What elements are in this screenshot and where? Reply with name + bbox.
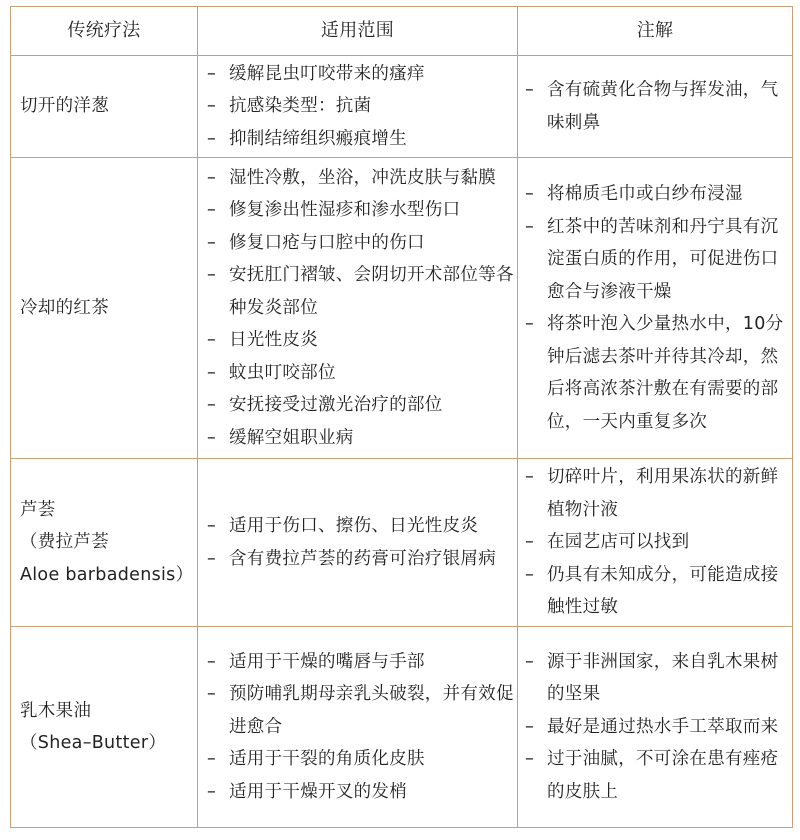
uses-cell (198, 56, 518, 158)
bullet-dash: – (525, 651, 535, 672)
uses-cell (198, 158, 518, 459)
note-item-text: 将茶叶泡入少量热水中，10分钟后滤去茶叶并待其冷却，然后将高浓茶汁敷在有需要的部位，一天内重复多次 (547, 314, 784, 432)
therapy-name: 乳木果油 (20, 700, 92, 721)
use-item-text: 适用于干燥的嘴唇与手部 (229, 651, 425, 672)
bullet-dash: – (207, 516, 217, 536)
therapy-cell (11, 56, 198, 158)
bullet-dash: – (207, 232, 217, 253)
bullet-dash: – (207, 128, 217, 149)
therapy-name: （费拉芦荟 (20, 532, 109, 553)
use-item (207, 227, 517, 260)
use-item (207, 422, 517, 455)
header-therapy: 传统疗法 (11, 7, 198, 56)
note-item (525, 308, 792, 438)
therapy-cell (11, 158, 198, 459)
use-item-text: 抑制结缔组织瘢痕增生 (229, 128, 407, 149)
bullet-dash: – (525, 80, 535, 100)
notes-cell-list (525, 178, 792, 438)
therapy-cell (11, 627, 198, 828)
therapy-cell (11, 459, 198, 627)
bullet-dash: – (207, 781, 217, 802)
note-item-text: 含有硫黄化合物与挥发油，气味刺鼻 (547, 80, 779, 133)
note-item (525, 743, 792, 808)
bullet-dash: – (207, 96, 217, 117)
bullet-dash: – (525, 749, 535, 770)
note-item-text: 仍具有未知成分，可能造成接触性过敏 (547, 564, 779, 618)
use-item-text: 安抚接受过激光治疗的部位 (229, 395, 443, 416)
table-row (11, 627, 793, 828)
note-item (525, 74, 792, 139)
note-item (525, 461, 792, 526)
bullet-dash: – (525, 467, 535, 488)
note-item-text: 将棉质毛巾或白纱布浸湿 (547, 184, 743, 204)
bullet-dash: – (525, 716, 535, 737)
use-item (207, 162, 517, 195)
use-item-text: 蚊虫叮咬部位 (229, 362, 336, 383)
bullet-dash: – (207, 548, 217, 569)
bullet-dash: – (525, 314, 535, 334)
bullet-dash: – (525, 532, 535, 553)
use-item-text: 日光性皮炎 (229, 330, 318, 351)
table-row (11, 56, 793, 158)
bullet-dash: – (525, 564, 535, 585)
therapy-name: 切开的洋葱 (20, 96, 109, 117)
bullet-dash: – (525, 184, 535, 204)
bullet-dash: – (207, 330, 217, 351)
header-uses: 适用范围 (198, 7, 518, 56)
note-item-text: 过于油腻，不可涂在患有痤疮的皮肤上 (547, 749, 779, 802)
notes-cell (518, 56, 793, 158)
use-item-text: 适用于干燥开叉的发梢 (229, 781, 407, 802)
note-item-text: 红茶中的苦味剂和丹宁具有沉淀蛋白质的作用，可促进伤口愈合与渗液干燥 (547, 216, 779, 302)
use-item (207, 357, 517, 390)
note-item (525, 526, 792, 559)
use-item-text: 含有费拉芦荟的药膏可治疗银屑病 (229, 548, 496, 569)
use-item (207, 324, 517, 357)
use-item-text: 湿性冷敷，坐浴，冲洗皮肤与黏膜 (229, 167, 496, 188)
notes-cell (518, 158, 793, 459)
use-item (207, 58, 517, 91)
bullet-dash: – (207, 651, 217, 672)
bullet-dash: – (207, 167, 217, 188)
remedies-table (10, 6, 793, 828)
notes-cell-list (525, 74, 792, 139)
bullet-dash: – (207, 265, 217, 286)
use-item (207, 90, 517, 123)
bullet-dash: – (207, 395, 217, 416)
bullet-dash: – (207, 362, 217, 383)
header-row (11, 7, 793, 56)
table-row (11, 459, 793, 627)
notes-cell-list (525, 461, 792, 624)
use-item (207, 194, 517, 227)
uses-cell-list (207, 162, 517, 455)
therapy-name: Aloe barbadensis） (20, 564, 194, 585)
uses-cell (198, 459, 518, 627)
use-item-text: 抗感染类型：抗菌 (229, 96, 372, 117)
use-item-text: 修复口疮与口腔中的伤口 (229, 232, 425, 253)
header-notes: 注解 (518, 7, 793, 56)
table-body (11, 56, 793, 828)
therapy-name: 冷却的红茶 (20, 297, 109, 318)
use-item (207, 123, 517, 156)
therapy-name: （Shea–Butter） (20, 733, 167, 753)
use-item-text: 适用于干裂的角质化皮肤 (229, 749, 425, 770)
bullet-dash: – (207, 684, 217, 705)
use-item-text: 安抚肛门褶皱、会阴切开术部位等各种发炎部位 (229, 265, 514, 318)
use-item-text: 修复渗出性湿疹和渗水型伤口 (229, 200, 461, 221)
note-item (525, 646, 792, 711)
use-item (207, 776, 517, 809)
uses-cell (198, 627, 518, 828)
notes-cell (518, 459, 793, 627)
bullet-dash: – (207, 63, 217, 84)
use-item-text: 预防哺乳期母亲乳头破裂，并有效促进愈合 (229, 684, 514, 737)
uses-cell-list (207, 58, 517, 156)
use-item (207, 743, 517, 776)
table-row (11, 158, 793, 459)
use-item-text: 适用于伤口、擦伤、日光性皮炎 (229, 516, 479, 536)
use-item (207, 510, 517, 543)
notes-cell (518, 627, 793, 828)
note-item (525, 559, 792, 624)
note-item (525, 211, 792, 309)
uses-cell-list (207, 646, 517, 809)
use-item (207, 646, 517, 679)
note-item (525, 178, 792, 211)
note-item-text: 最好是通过热水手工萃取而来 (547, 716, 779, 737)
bullet-dash: – (207, 200, 217, 221)
use-item-text: 缓解昆虫叮咬带来的瘙痒 (229, 63, 425, 84)
use-item (207, 678, 517, 743)
note-item-text: 源于非洲国家，来自乳木果树的坚果 (547, 651, 779, 705)
note-item (525, 711, 792, 744)
uses-cell-list (207, 510, 517, 575)
therapy-name: 芦荟 (20, 499, 56, 520)
use-item-text: 缓解空姐职业病 (229, 427, 354, 448)
use-item (207, 543, 517, 576)
bullet-dash: – (207, 749, 217, 770)
use-item (207, 259, 517, 324)
note-item-text: 切碎叶片，利用果冻状的新鲜植物汁液 (547, 467, 779, 520)
note-item-text: 在园艺店可以找到 (547, 532, 690, 553)
notes-cell-list (525, 646, 792, 809)
bullet-dash: – (207, 427, 217, 448)
use-item (207, 389, 517, 422)
bullet-dash: – (525, 216, 535, 237)
